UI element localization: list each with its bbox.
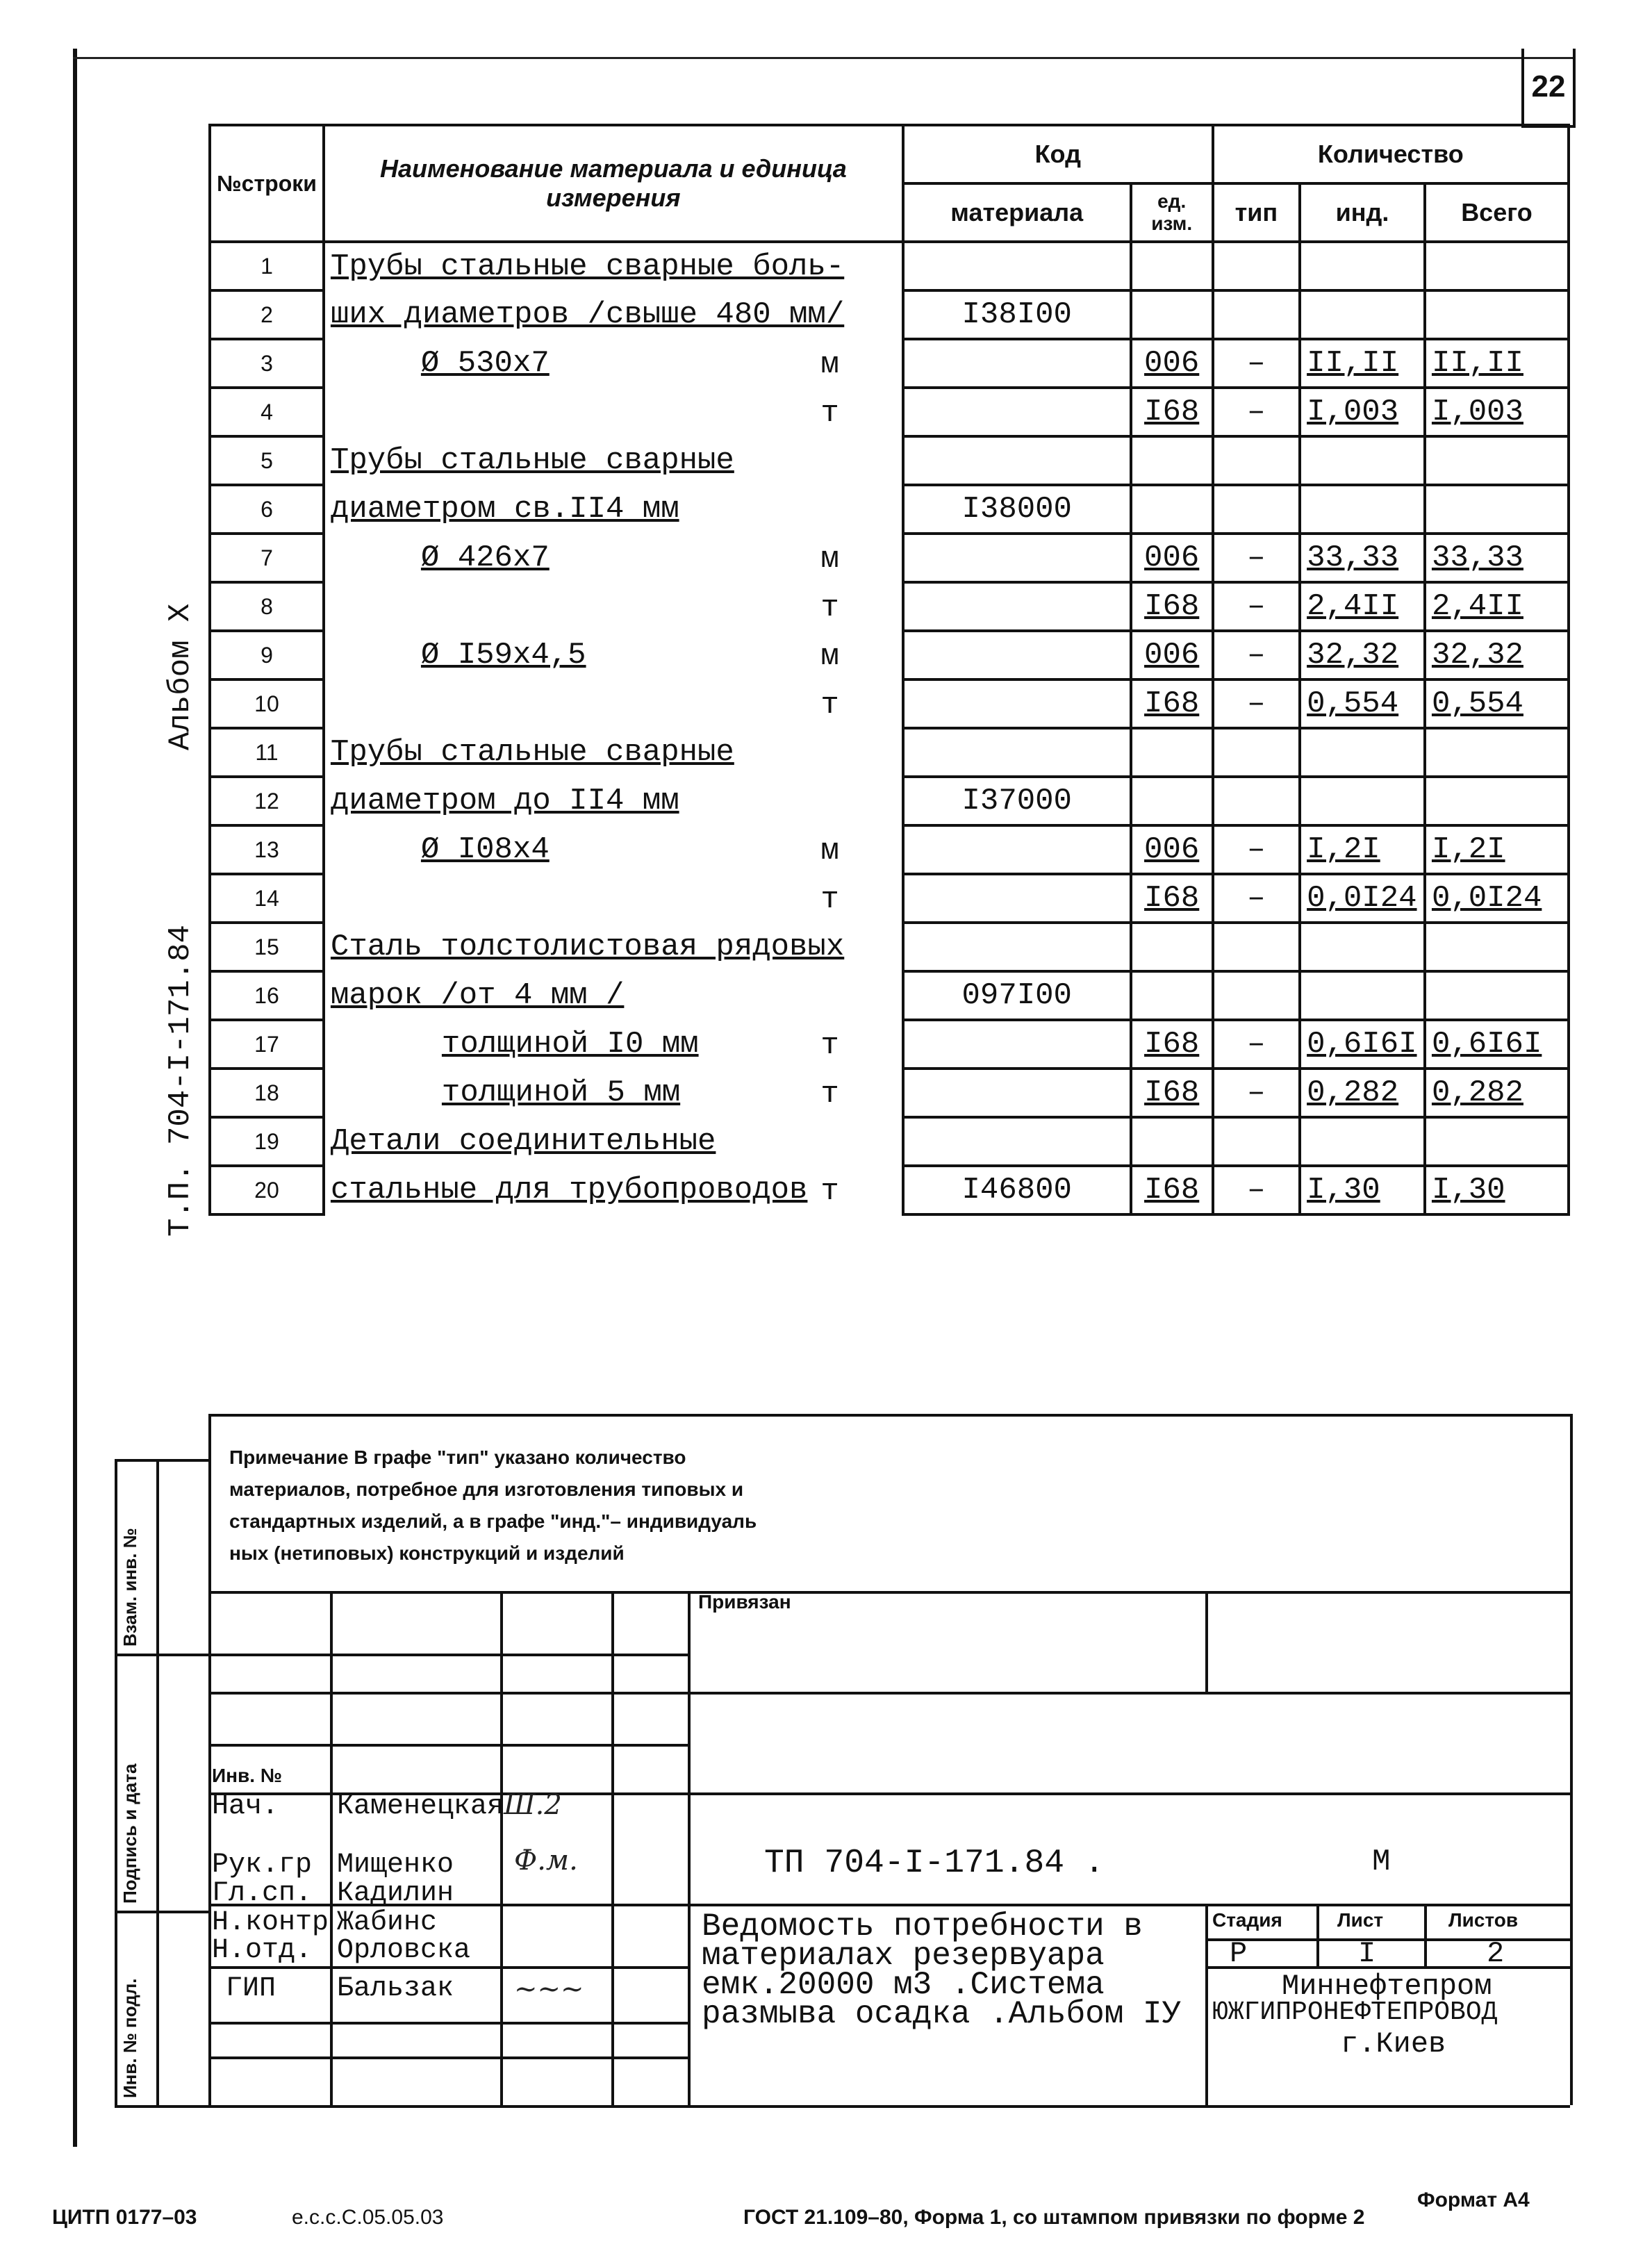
qty-type (1213, 777, 1300, 825)
qty-ind (1300, 923, 1425, 971)
tb-vline (330, 1591, 333, 2105)
person-role-3: Гл.сп. (212, 1878, 313, 1909)
material-unit: т (820, 1028, 839, 1063)
unit-code (1131, 485, 1213, 534)
header-qty-total: Всего (1425, 183, 1569, 242)
material-name (324, 534, 903, 582)
material-unit: т (820, 1174, 839, 1209)
qty-total: 0,282 (1425, 1069, 1569, 1117)
doc-title (702, 1909, 1182, 2032)
material-unit: т (820, 882, 839, 917)
qty-ind (1300, 436, 1425, 485)
material-name-text: Трубы стальные сварные боль- (330, 249, 845, 284)
unit-code: I68 (1131, 1069, 1213, 1117)
unit-code: I68 (1131, 388, 1213, 436)
qty-type (1213, 242, 1300, 290)
tb-line (115, 1654, 208, 1656)
tb-vline (1570, 1414, 1573, 2105)
qty-ind (1300, 728, 1425, 777)
doc-title-line-1: Ведомость потребности в (702, 1909, 1143, 1945)
qty-type (1213, 485, 1300, 534)
header-code-material: материала (903, 183, 1131, 242)
material-name-text: Ø 530х7 (420, 346, 550, 381)
person-name-5: Орловска (337, 1935, 471, 1966)
material-code (903, 1117, 1131, 1166)
tb-line (115, 1911, 208, 1913)
tb-vline (1205, 1904, 1208, 2105)
person-name-0: Каменецкая (337, 1791, 504, 1822)
unit-code: I68 (1131, 1166, 1213, 1214)
header-qty-ind: инд. (1300, 183, 1425, 242)
org-line-2: ЮЖГИПРОНЕФТЕПРОВОД (1212, 1997, 1498, 2027)
material-name (324, 582, 903, 631)
material-name (324, 728, 903, 777)
org-line-3: г.Киев (1341, 2027, 1446, 2061)
unit-code: I68 (1131, 582, 1213, 631)
unit-code (1131, 290, 1213, 339)
tb-vline (688, 1591, 691, 2105)
row-number: 4 (210, 388, 324, 436)
footer-mid: е.с.с.С.05.05.03 (292, 2206, 444, 2229)
material-code (903, 679, 1131, 728)
material-unit: т (820, 591, 839, 625)
sheets-value: 2 (1487, 1937, 1505, 1970)
qty-total (1425, 290, 1569, 339)
doc-code: ТП 704-I-171.84 . (764, 1845, 1105, 1882)
signature-3: ~~~ (514, 1973, 584, 2005)
qty-type: – (1213, 388, 1300, 436)
qty-ind: 32,32 (1300, 631, 1425, 679)
doc-title-line-3: емк.20000 м3 .Система (702, 1967, 1105, 2003)
qty-type: – (1213, 631, 1300, 679)
qty-ind: 33,33 (1300, 534, 1425, 582)
unit-code (1131, 971, 1213, 1020)
material-code: I38I00 (903, 290, 1131, 339)
row-number: 2 (210, 290, 324, 339)
qty-ind: I,30 (1300, 1166, 1425, 1214)
qty-ind: I,003 (1300, 388, 1425, 436)
note-line-2: материалов, потребное для изготовления типовых и (229, 1478, 744, 1500)
material-unit: т (820, 396, 839, 431)
material-code: I38000 (903, 485, 1131, 534)
qty-type: – (1213, 582, 1300, 631)
material-name (324, 971, 903, 1020)
doc-title-line-4: размыва осадка .Альбом IУ (702, 1996, 1182, 2032)
material-name-text: Трубы стальные сварные (330, 443, 734, 478)
table-row (210, 1069, 1569, 1117)
qty-total (1425, 485, 1569, 534)
material-name (324, 874, 903, 923)
qty-type (1213, 728, 1300, 777)
material-name (324, 923, 903, 971)
material-code (903, 534, 1131, 582)
qty-ind: 0,6I6I (1300, 1020, 1425, 1069)
qty-ind (1300, 1117, 1425, 1166)
qty-ind: I,2I (1300, 825, 1425, 874)
material-name-text: Трубы стальные сварные (330, 735, 734, 770)
qty-total (1425, 1117, 1569, 1166)
qty-ind: 0,0I24 (1300, 874, 1425, 923)
unit-code: I68 (1131, 874, 1213, 923)
note-line-3: стандартных изделий, а в графе "инд."– индивидуаль (229, 1510, 757, 1532)
qty-total: 33,33 (1425, 534, 1569, 582)
material-name-text: Ø 426х7 (420, 541, 550, 575)
row-number: 13 (210, 825, 324, 874)
material-name-text: толщиной 5 мм (441, 1075, 681, 1110)
qty-total (1425, 923, 1569, 971)
privyazan-label: Привязан (698, 1591, 791, 1613)
side-label-vzam: Взам. инв. № (119, 1528, 140, 1647)
table-row (210, 388, 1569, 436)
material-name-text: ших диаметров /свыше 480 мм/ (330, 297, 845, 332)
unit-code: I68 (1131, 679, 1213, 728)
tb-line (208, 2022, 688, 2025)
note-block (229, 1442, 1007, 1569)
table-row (210, 679, 1569, 728)
qty-ind: 2,4II (1300, 582, 1425, 631)
qty-ind (1300, 242, 1425, 290)
material-name-text: Детали соединительные (330, 1124, 716, 1159)
qty-total (1425, 971, 1569, 1020)
qty-type (1213, 436, 1300, 485)
unit-code (1131, 1117, 1213, 1166)
row-number: 3 (210, 339, 324, 388)
material-unit: т (820, 1077, 839, 1112)
org-line-1: Миннефтепром (1282, 1970, 1492, 2003)
tb-line (208, 1591, 1570, 1594)
table-row (210, 534, 1569, 582)
material-name (324, 631, 903, 679)
material-code (903, 242, 1131, 290)
row-number: 8 (210, 582, 324, 631)
person-name-6: Бальзак (337, 1973, 454, 2004)
tb-line (1205, 1938, 1570, 1941)
table-row (210, 631, 1569, 679)
table-row (210, 777, 1569, 825)
material-code (903, 923, 1131, 971)
row-number: 6 (210, 485, 324, 534)
material-name-text: толщиной I0 мм (441, 1027, 699, 1062)
qty-total (1425, 728, 1569, 777)
table-row (210, 1020, 1569, 1069)
header-code-unit: ед. изм. (1131, 183, 1213, 242)
header-row-no: №строки (210, 125, 324, 242)
qty-ind: 0,282 (1300, 1069, 1425, 1117)
tb-vline (1424, 1904, 1427, 1966)
table-row (210, 582, 1569, 631)
table-row (210, 971, 1569, 1020)
tb-line (208, 2056, 688, 2059)
qty-total: 32,32 (1425, 631, 1569, 679)
row-number: 14 (210, 874, 324, 923)
table-row (210, 290, 1569, 339)
row-number: 19 (210, 1117, 324, 1166)
material-name (324, 388, 903, 436)
row-number: 7 (210, 534, 324, 582)
row-number: 20 (210, 1166, 324, 1214)
materials-table (208, 124, 1570, 1216)
table-row (210, 825, 1569, 874)
row-number: 18 (210, 1069, 324, 1117)
material-code: I37000 (903, 777, 1131, 825)
page-number: 22 (1521, 49, 1576, 128)
tb-line (208, 1414, 1570, 1417)
tb-vline (500, 1591, 503, 2105)
material-name (324, 1166, 903, 1214)
qty-total (1425, 242, 1569, 290)
qty-type: – (1213, 1020, 1300, 1069)
material-name (324, 242, 903, 290)
note-line-4: ных (нетиповых) конструкций и изделий (229, 1542, 625, 1564)
qty-type: – (1213, 1166, 1300, 1214)
qty-total: II,II (1425, 339, 1569, 388)
row-number: 10 (210, 679, 324, 728)
qty-total: 0,6I6I (1425, 1020, 1569, 1069)
tb-vline (611, 1591, 614, 2105)
header-code: Код (903, 125, 1213, 183)
material-name (324, 1069, 903, 1117)
material-unit: м (820, 542, 839, 577)
material-name (324, 1020, 903, 1069)
person-name-3: Кадилин (337, 1878, 454, 1909)
row-number: 12 (210, 777, 324, 825)
table-row (210, 923, 1569, 971)
material-code: 097I00 (903, 971, 1131, 1020)
qty-total: 0,554 (1425, 679, 1569, 728)
qty-total (1425, 777, 1569, 825)
top-border (73, 57, 1573, 59)
qty-type: – (1213, 1069, 1300, 1117)
material-code (903, 436, 1131, 485)
tb-vline (208, 1414, 211, 2105)
stage-header: Стадия (1212, 1909, 1282, 1931)
qty-type (1213, 971, 1300, 1020)
person-role-1: Нач. (212, 1791, 279, 1822)
person-role-6: ГИП (226, 1973, 276, 2004)
doc-title-line-2: материалах резервуара (702, 1938, 1105, 1974)
material-name (324, 290, 903, 339)
header-qty: Количество (1213, 125, 1569, 183)
unit-code (1131, 923, 1213, 971)
tb-line (208, 1744, 688, 1747)
qty-ind (1300, 777, 1425, 825)
row-number: 5 (210, 436, 324, 485)
material-name-text: диаметром до II4 мм (330, 784, 679, 818)
material-name-text: Ø I08х4 (420, 832, 550, 867)
material-code (903, 631, 1131, 679)
row-number: 17 (210, 1020, 324, 1069)
person-role-4: Н.контр (212, 1907, 329, 1938)
tb-line (1205, 1966, 1570, 1969)
qty-ind (1300, 971, 1425, 1020)
sheets-header: Листов (1448, 1909, 1519, 1931)
qty-type: – (1213, 874, 1300, 923)
qty-total: I,30 (1425, 1166, 1569, 1214)
row-number: 1 (210, 242, 324, 290)
material-unit: м (820, 347, 839, 382)
row-number: 15 (210, 923, 324, 971)
tb-vline (115, 1459, 117, 2105)
side-label-inv-podl: Инв. № подл. (119, 1978, 140, 2098)
material-unit: м (820, 834, 839, 868)
material-name (324, 1117, 903, 1166)
side-label-album: Альбом Х (163, 603, 198, 750)
qty-type: – (1213, 825, 1300, 874)
tb-line (115, 2105, 1570, 2108)
table-row (210, 485, 1569, 534)
format-label: Формат А4 (1417, 2188, 1530, 2211)
person-name-2: Мищенко (337, 1849, 454, 1881)
material-code (903, 1069, 1131, 1117)
material-name (324, 436, 903, 485)
table-row (210, 874, 1569, 923)
table-row (210, 242, 1569, 290)
material-name-text: Ø I59х4,5 (420, 638, 586, 673)
material-name-text: диаметром св.II4 мм (330, 492, 679, 527)
material-code (903, 582, 1131, 631)
material-name (324, 485, 903, 534)
qty-total: I,2I (1425, 825, 1569, 874)
material-code (903, 825, 1131, 874)
unit-code: 006 (1131, 339, 1213, 388)
note-line-1: Примечание В графе "тип" указано количество (229, 1446, 686, 1468)
tb-line (208, 1654, 688, 1656)
material-name-text: марок /от 4 мм / (330, 978, 625, 1013)
qty-total: I,003 (1425, 388, 1569, 436)
unit-code (1131, 242, 1213, 290)
row-number: 16 (210, 971, 324, 1020)
table-row (210, 1117, 1569, 1166)
person-role-2: Рук.гр (212, 1849, 313, 1881)
side-label-tp: Т.П. 704-I-171.84 (163, 925, 198, 1237)
tb-line (115, 1459, 208, 1462)
table-body (210, 242, 1569, 1214)
tb-vline (1316, 1904, 1319, 1966)
sheet-value: I (1358, 1937, 1376, 1970)
qty-total: 2,4II (1425, 582, 1569, 631)
footer-gost: ГОСТ 21.109–80, Форма 1, со штампом привязки по форме 2 (743, 2206, 1365, 2229)
material-code (903, 874, 1131, 923)
table-row (210, 436, 1569, 485)
qty-type (1213, 290, 1300, 339)
signature-2: Ф.м. (514, 1845, 578, 1877)
person-name-4: Жабинс (337, 1907, 438, 1938)
qty-ind: II,II (1300, 339, 1425, 388)
signature-1: Ш.2 (504, 1789, 562, 1821)
doc-mark: М (1372, 1845, 1391, 1879)
table-row (210, 728, 1569, 777)
row-number: 11 (210, 728, 324, 777)
unit-code: I68 (1131, 1020, 1213, 1069)
tb-vline (1205, 1591, 1208, 1692)
material-name-text: Сталь толстолистовая рядовых (330, 930, 845, 964)
unit-code: 006 (1131, 534, 1213, 582)
table-row (210, 1166, 1569, 1214)
qty-ind (1300, 485, 1425, 534)
table-row (210, 339, 1569, 388)
qty-ind (1300, 290, 1425, 339)
tb-vline (156, 1459, 159, 2105)
stage-value: Р (1230, 1937, 1248, 1970)
material-code (903, 728, 1131, 777)
qty-type (1213, 923, 1300, 971)
material-code: I46800 (903, 1166, 1131, 1214)
material-code (903, 1020, 1131, 1069)
material-name-text: стальные для трубопроводов (330, 1173, 808, 1207)
material-unit: м (820, 639, 839, 674)
qty-type (1213, 1117, 1300, 1166)
unit-code (1131, 436, 1213, 485)
header-name: Наименование материала и единица измерения (324, 125, 903, 242)
sheet-header: Лист (1337, 1909, 1384, 1931)
material-name (324, 679, 903, 728)
qty-type: – (1213, 534, 1300, 582)
tb-line (208, 1966, 688, 1969)
qty-total: 0,0I24 (1425, 874, 1569, 923)
material-name (324, 339, 903, 388)
unit-code (1131, 777, 1213, 825)
tb-line (208, 1692, 1570, 1695)
unit-code: 006 (1131, 825, 1213, 874)
material-unit: т (820, 688, 839, 723)
material-name (324, 825, 903, 874)
unit-code (1131, 728, 1213, 777)
inv-no-label: Инв. № (212, 1765, 283, 1786)
material-code (903, 388, 1131, 436)
side-label-podpis: Подпись и дата (119, 1763, 140, 1904)
footer-left: ЦИТП 0177–03 (52, 2206, 197, 2229)
material-name (324, 777, 903, 825)
unit-code: 006 (1131, 631, 1213, 679)
qty-ind: 0,554 (1300, 679, 1425, 728)
person-role-5: Н.отд. (212, 1935, 313, 1966)
qty-total (1425, 436, 1569, 485)
material-code (903, 339, 1131, 388)
row-number: 9 (210, 631, 324, 679)
qty-type: – (1213, 679, 1300, 728)
qty-type: – (1213, 339, 1300, 388)
header-qty-type: тип (1213, 183, 1300, 242)
